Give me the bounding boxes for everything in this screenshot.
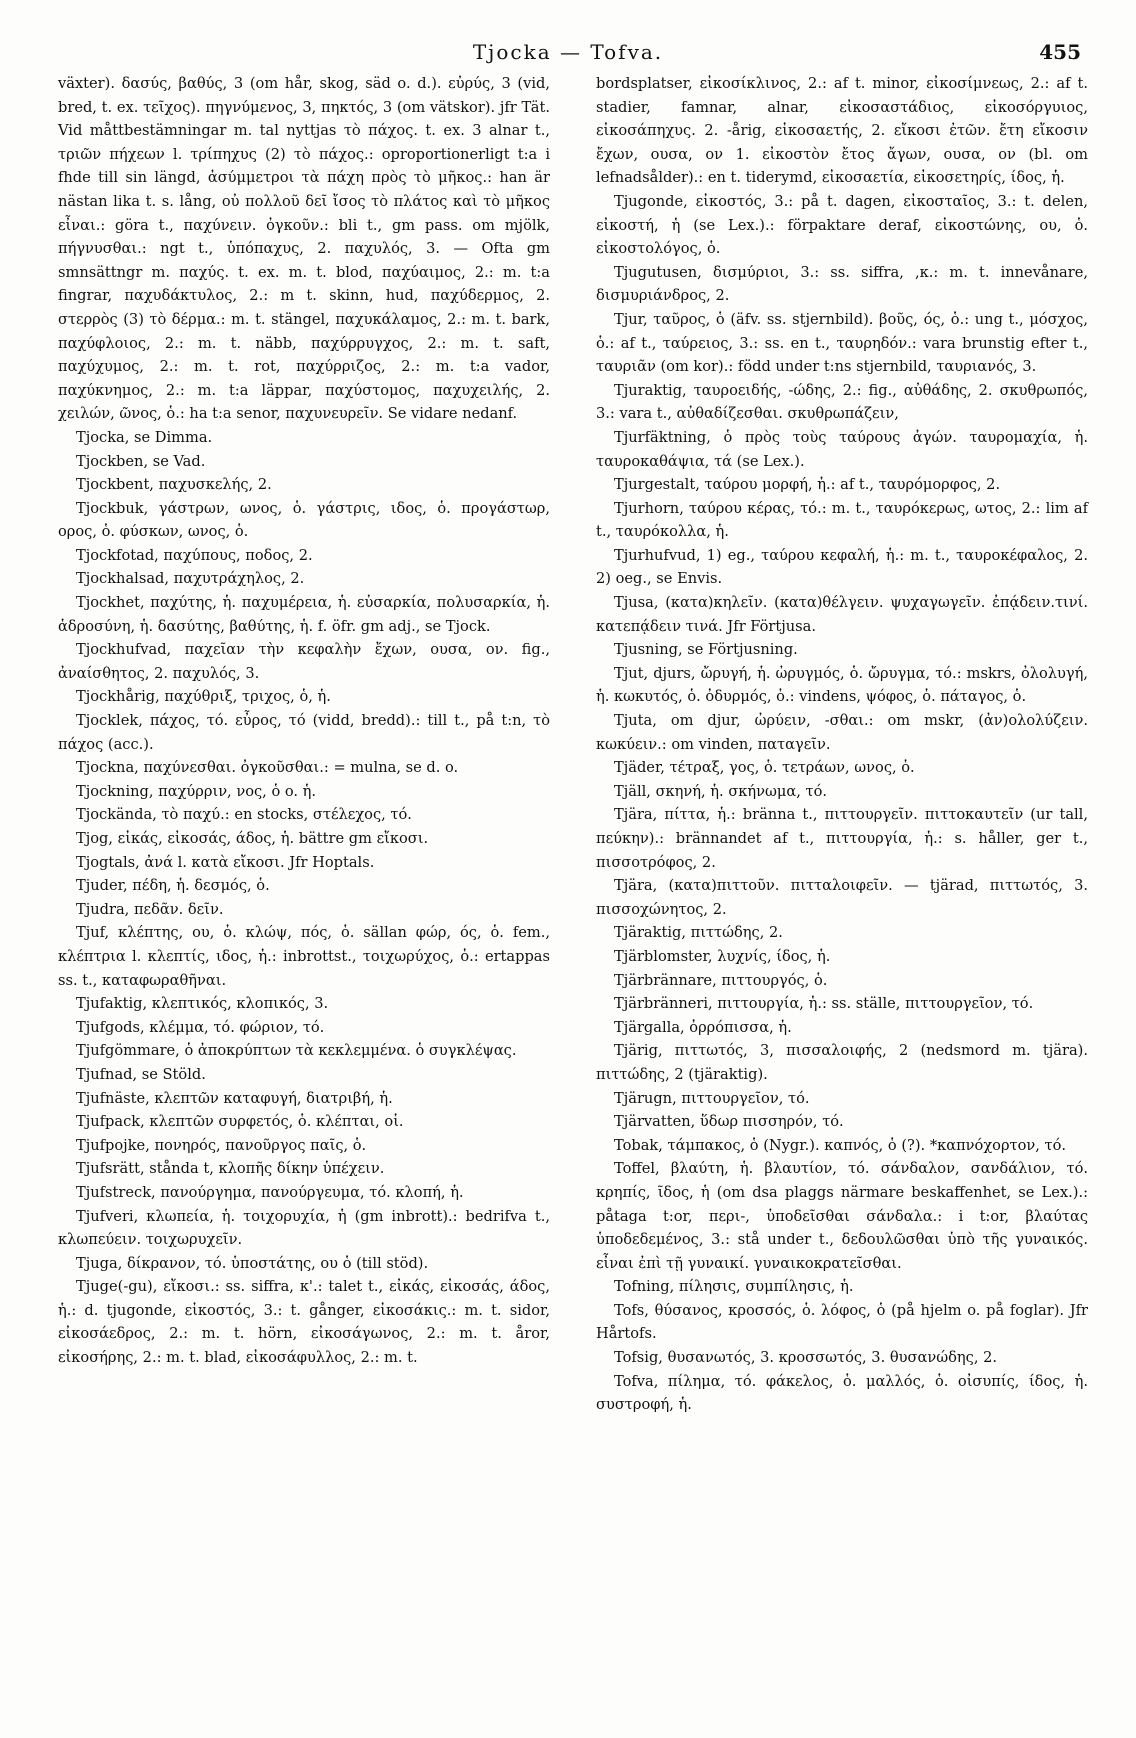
dictionary-entry: Tobak, τάμπακος, ὁ (Nygr.). καπνός, ὁ (?). *καπνόχορτον, τό. xyxy=(614,1136,1067,1154)
dictionary-entry: Tjufnad, se Stöld. xyxy=(76,1065,206,1083)
dictionary-entry: Tjäraktig, πιττώδης, 2. xyxy=(614,924,783,942)
dictionary-entry: Tjur, ταῦρος, ὁ (äfv. ss. stjernbild). βοῦς, ός, ὁ.: ung t., μόσχος, ὁ.: af t., ταύρειος, 3.: ss. en t., ταυρηδόν.: vara brunstig efter t., ταυριᾶν (om kor).: född under t:ns stjernbild, ταυριανός, 3. xyxy=(596,310,1088,376)
page-number: 455 xyxy=(1039,40,1081,64)
dictionary-entry: Tjufgods, κλέμμα, τό. φώριον, τό. xyxy=(76,1018,325,1036)
dictionary-entry: Tofva, πίλημα, τό. φάκελος, ὁ. μαλλός, ὁ. οἰσυπίς, ίδος, ἡ. συστροφή, ἡ. xyxy=(596,1372,1088,1414)
dictionary-entry: Tjäll, σκηνή, ἡ. σκήνωμα, τό. xyxy=(614,782,828,800)
dictionary-entry: Tjocka, se Dimma. xyxy=(76,428,213,446)
dictionary-entry: Tjugonde, εἰκοστός, 3.: på t. dagen, εἰκοσταῖος, 3.: t. delen, εἰκοστή, ἡ (se Lex.).: förpaktare deraf, εἰκοστώνης, ου, ὁ. εἰκοστολόγος, ὁ. xyxy=(596,192,1088,258)
dictionary-entry: Tjockhet, παχύτης, ἡ. παχυμέρεια, ἡ. εὐσαρκία, πολυσαρκία, ἡ. ἁδροσύνη, ἡ. δασύτης, βαθύτης, ἡ. f. öfr. gm adj., se Tjock. xyxy=(58,594,550,635)
dictionary-entry: Tjockända, τὸ παχύ.: en stocks, στέλεχος, τό. xyxy=(76,806,412,824)
dictionary-entry: Tjärbränneri, πιττουργία, ἡ.: ss. ställe, πιττουργεῖον, τό. xyxy=(614,995,1034,1013)
dictionary-entry: Tjuder, πέδη, ἡ. δεσμός, ὁ. xyxy=(76,877,270,895)
dictionary-entry: Tjockhårig, παχύθριξ, τριχος, ὁ, ἡ. xyxy=(76,688,331,706)
dictionary-entry: Tjurfäktning, ὁ πρὸς τοὺς ταύρους ἀγών. ταυρομαχία, ἡ. ταυροκαθάψια, τά (se Lex.). xyxy=(596,428,1088,470)
dictionary-entry: Toffel, βλαύτη, ἡ. βλαυτίον, τό. σάνδαλον, σανδάλιον, τό. κρηπίς, ῖδος, ἡ (om dsa plaggs närmare beskaffenhet, se Lex.).: påtaga t:or, περι-, ὑποδεῖσθαι σάνδαλα.: i t:or, βλαύτας ὑποδεδεμένος, 3.: stå under t., δεδουλῶσθαι ὑπὸ τῆς γυναικός. εἶναι ἐπὶ τῇ γυναικί. γυναικοκρατεῖσθαι. xyxy=(596,1160,1088,1272)
left-column xyxy=(58,72,550,1370)
dictionary-entry: Tjufpack, κλεπτῶν συρφετός, ὁ. κλέπται, οἱ. xyxy=(76,1113,404,1131)
dictionary-entry: Tjufgömmare, ὁ ἀποκρύπτων τὰ κεκλεμμένα. ὁ συγκλέψας. xyxy=(76,1042,517,1060)
dictionary-entry: Tjogtals, ἀνά l. κατὰ εἴκοσι. Jfr Hoptals. xyxy=(76,853,375,871)
dictionary-entry: Tjuge(-gu), εἴκοσι.: ss. siffra, κ'.: talet t., εἰκάς, εἰκοσάς, άδος, ἡ.: d. tjugonde, εἰκοστός, 3.: t. gånger, εἰκοσάκις.: m. t. sidor, εἰκοσάεδρος, 2.: m. t. hörn, εἰκοσάγωνος, 2.: m. t. åror, εἰκοσήρης, 2.: m. t. blad, εἰκοσάφυλλος, 2.: m. t. xyxy=(58,1278,550,1367)
dictionary-entry: Tjära, πίττα, ἡ.: bränna t., πιττουργεῖν. πιττοκαυτεῖν (ur tall, πεύκην).: brännandet af t., πιττουργία, ἡ.: s. håller, ger t., πισσοτρόφος, 2. xyxy=(596,806,1088,871)
dictionary-entry: Tjärgalla, ὀρρόπισσα, ἡ. xyxy=(614,1018,792,1036)
dictionary-entry: Tjugutusen, δισμύριοι, 3.: ss. siffra, ,κ.: m. t. innevånare, δισμυριάνδρος, 2. xyxy=(596,263,1088,305)
dictionary-entry: Tjog, εἰκάς, εἰκοσάς, άδος, ἡ. bättre gm εἴκοσι. xyxy=(76,830,429,847)
dictionary-entry: Tjockben, se Vad. xyxy=(76,452,206,470)
dictionary-entry: Tjufveri, κλωπεία, ἡ. τοιχορυχία, ἡ (gm inbrott).: bedrifva t., κλωπεύειν. τοιχωρυχεῖν. xyxy=(58,1207,550,1249)
dictionary-entry: Tjuraktig, ταυροειδής, -ώδης, 2.: fig., αὐθάδης, 2. σκυθρωπός, 3.: vara t., αὐθαδίζεσθαι. σκυθρωπάζειν, xyxy=(596,381,1088,423)
dictionary-entry: Tjärblomster, λυχνίς, ίδος, ἡ. xyxy=(614,947,831,965)
right-column xyxy=(596,72,1088,1417)
dictionary-entry: Tjuta, om djur, ὠρύειν, -σθαι.: om mskr, (ἀν)ολολύζειν. κωκύειν.: om vinden, παταγεῖν. xyxy=(596,712,1088,753)
dictionary-entry: Tjufpojke, πονηρός, πανοῦργος παῖς, ὁ. xyxy=(76,1136,367,1154)
dictionary-entry: Tjäder, τέτραξ, γος, ὁ. τετράων, ωνος, ὁ. xyxy=(614,759,915,777)
dictionary-entry: Tjärbrännare, πιττουργός, ὁ. xyxy=(614,971,828,989)
dictionary-entry: Tofs, θύσανος, κροσσός, ὁ. λόφος, ὁ (på hjelm o. på foglar). Jfr Hårtofs. xyxy=(596,1301,1088,1343)
dictionary-entry: Tjärig, πιττωτός, 3, πισσαλοιφής, 2 (nedsmord m. tjära). πιττώδης, 2 (tjäraktig). xyxy=(596,1042,1088,1083)
dictionary-entry: Tjusa, (κατα)κηλεῖν. (κατα)θέλγειν. ψυχαγωγεῖν. ἐπᾴδειν.τινί. κατεπᾴδειν τινά. Jfr Förtjusa. xyxy=(596,594,1088,635)
dictionary-entry: Tjärvatten, ὕδωρ πισσηρόν, τό. xyxy=(614,1113,844,1131)
dictionary-entry: Tjockning, παχύρριν, νος, ὁ o. ἡ. xyxy=(76,782,317,800)
dictionary-entry: Tjurgestalt, ταύρου μορφή, ἡ.: af t., ταυρόμορφος, 2. xyxy=(614,476,1001,494)
dictionary-entry: Tjockhufvad, παχεῖαν τὴν κεφαλὴν ἔχων, ουσα, ον. fig., ἀναίσθητος, 2. παχυλός, 3. xyxy=(58,641,550,682)
continued-entry: bordsplatser, εἰκοσίκλινος, 2.: af t. minor, εἰκοσίμνεως, 2.: af t. stadier, famnar, alnar, εἰκοσαστάδιος, εἰκοσόργυιος, εἰκοσάπηχυς. 2. -årig, εἰκοσαετής, 2. εἴκοσι ἐτῶν. ἔτη εἴκοσιν ἔχων, ουσα, ον 1. εἰκοστὸν ἔτος ἄγων, ουσα, ον (bl. om lefnadsålder).: en t. tiderymd, εἰκοσαετία, εἰκοσετηρίς, ίδος, ἡ. xyxy=(596,75,1088,187)
dictionary-entry: Tjut, djurs, ὤρυγή, ἡ. ὠρυγμός, ὁ. ὤρυγμα, τό.: mskrs, ὀλολυγή, ἡ. κωκυτός, ὁ. ὀδυρμός, ὁ.: vindens, ψόφος, ὁ. πάταγος, ὁ. xyxy=(596,664,1088,706)
dictionary-entry: Tjusning, se Förtjusning. xyxy=(614,641,798,659)
dictionary-entry: Tjudra, πεδᾶν. δεῖν. xyxy=(76,900,224,918)
dictionary-entry: Tjockhalsad, παχυτράχηλος, 2. xyxy=(76,570,305,588)
dictionary-entry: Tjuga, δίκρανον, τό. ὑποστάτης, ου ὁ (till stöd). xyxy=(76,1254,429,1272)
dictionary-entry: Tjufstreck, πανούργημα, πανούργευμα, τό. κλοπή, ἡ. xyxy=(76,1183,464,1201)
dictionary-entry: Tjufsrätt, stånda t, κλοπῆς δίκην ὑπέχειν. xyxy=(76,1160,385,1178)
dictionary-entry: Tofsig, θυσανωτός, 3. κροσσωτός, 3. θυσανώδης, 2. xyxy=(614,1349,998,1367)
dictionary-entry: Tjockbuk, γάστρων, ωνος, ὁ. γάστρις, ιδος, ὁ. προγάστωρ, ορος, ὁ. φύσκων, ωνος, ὁ. xyxy=(58,499,550,541)
dictionary-entry: Tjurhufvud, 1) eg., ταύρου κεφαλή, ἡ.: m. t., ταυροκέφαλος, 2. 2) oeg., se Envis. xyxy=(596,546,1088,588)
continued-entry: växter). δασύς, βαθύς, 3 (om hår, skog, säd o. d.). εὐρύς, 3 (vid, bred, t. ex. τεῖχος). πηγνύμενος, 3, πηκτός, 3 (om vätskor). jfr Tät. Vid måttbestämningar m. tal nyttjas τὸ πάχος. t. ex. 3 alnar t., τριῶν πήχεων l. τρίπηχυς (2) τὸ πάχος.: oproportionerligt t:a i fhde till sin längd, ἀσύμμετροι τὰ πάχη πρὸς τὸ μῆκος.: han är nästan lika t. s. lång, οὐ πολλοῦ δεῖ ἴσος τὸ πλάτος καὶ τὸ μῆκος εἶναι.: göra t., παχύνειν. ὀγκοῦν.: bli t., gm pass. om mjölk, πήγνυσθαι.: ngt t., ὑπόπαχυς, 2. παχυλός, 3. — Ofta gm smnsättngr m. παχύς. t. ex. m. t. blod, παχύαιμος, 2.: m. t:a fingrar, παχυδάκτυλος, 2.: m t. skinn, hud, παχύδερμος, 2. στερρὸς (3) τὸ δέρμα.: m. t. stängel, παχυκάλαμος, 2.: m. t. bark, παχύφλοιος, 2.: m. t. näbb, παχύρρυγχος, 2.: m. t. saft, παχύχυμος, 2.: m. t. rot, παχύρριζος, 2.: m. t:a vador, παχύκνημος, 2.: m. t:a läppar, παχύστομος, παχυχειλής, 2. χειλών, ῶνος, ὁ.: ha t:a senor, παχυνευρεῖν. Se vidare nedanf. xyxy=(58,75,550,423)
dictionary-entry: Tjocklek, πάχος, τό. εὖρος, τό (vidd, bredd).: till t., på t:n, τὸ πάχος (acc.). xyxy=(58,712,550,753)
dictionary-entry: Tjurhorn, ταύρου κέρας, τό.: m. t., ταυρόκερως, ωτος, 2.: lim af t., ταυρόκολλα, ἡ. xyxy=(596,499,1088,541)
dictionary-entry: Tjuf, κλέπτης, ου, ὁ. κλώψ, πός, ὁ. sällan φώρ, ός, ὁ. fem., κλέπτρια l. κλεπτίς, ιδος, ἡ.: inbrottst., τοιχωρύχος, ὁ.: ertappas ss. t., καταφωραθῆναι. xyxy=(58,924,550,989)
running-head: Tjocka — Tofva. xyxy=(472,40,664,64)
dictionary-entry: Tjärugn, πιττουργεῖον, τό. xyxy=(614,1089,810,1107)
dictionary-entry: Tjufnäste, κλεπτῶν καταφυγή, διατριβή, ἡ. xyxy=(76,1089,393,1107)
dictionary-entry: Tjära, (κατα)πιττοῦν. πιτταλοιφεῖν. — tjärad, πιττωτός, 3. πισσοχώνητος, 2. xyxy=(596,877,1088,918)
dictionary-entry: Tjockfotad, παχύπους, ποδος, 2. xyxy=(76,546,313,564)
dictionary-entry: Tjockna, παχύνεσθαι. ὀγκοῦσθαι.: = mulna, se d. o. xyxy=(76,759,459,777)
dictionary-entry: Tjufaktig, κλεπτικός, κλοπικός, 3. xyxy=(76,995,329,1013)
dictionary-entry: Tofning, πίλησις, συμπίλησις, ἡ. xyxy=(614,1278,854,1296)
dictionary-entry: Tjockbent, παχυσκελής, 2. xyxy=(76,476,272,494)
